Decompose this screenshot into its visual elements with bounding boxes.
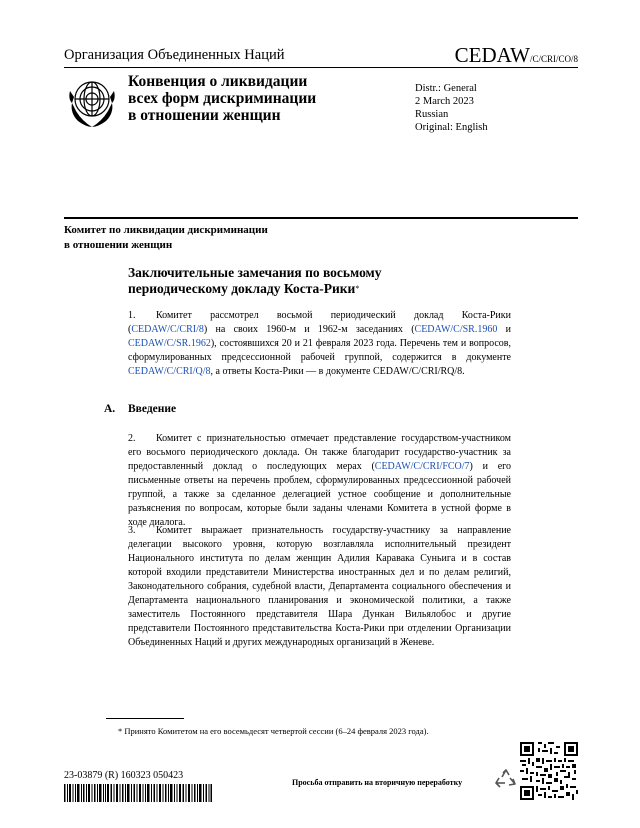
link-cedaw-c-cri-q-8[interactable]: CEDAW/C/CRI/Q/8 (128, 366, 211, 377)
section-letter: A. (104, 403, 116, 415)
document-symbol (455, 43, 578, 68)
report-title-line: Заключительные замечания по восьмому (128, 265, 382, 280)
convention-title (128, 73, 316, 124)
committee-name (64, 223, 268, 253)
link-cedaw-c-cri-8[interactable]: CEDAW/C/CRI/8 (131, 324, 204, 335)
recycle-text: Просьба отправить на вторичную переработку (292, 778, 463, 787)
header-rule (64, 67, 578, 68)
paragraph-text: Комитет рассмотрел восьмой периодический доклад Коста-Рики ( (128, 310, 511, 335)
distribution-block (415, 82, 488, 134)
original-language-line: Original: English (415, 122, 488, 133)
convention-title-line: в отношении женщин (128, 107, 281, 124)
symbol-suffix: /C/CRI/CO/8 (529, 54, 578, 64)
section-heading (104, 403, 176, 415)
paragraph-number: 1. (128, 310, 136, 321)
paragraph-text: Комитет с признательностью отмечает представление государством-участником его восьмого периодического доклада. Он также благодарит государство-участник за предоставленный доклад о последующих мерах ( (128, 433, 511, 472)
section-rule (64, 217, 578, 219)
paragraph-text: , а ответы Коста-Рики — в документе CEDAW/C/CRI/RQ/8. (210, 366, 465, 377)
footnote-marker: * (355, 284, 360, 293)
paragraph-2 (128, 432, 511, 530)
convention-title-line: всех форм дискриминации (128, 90, 317, 107)
paragraph-number: 3. (128, 525, 136, 536)
un-emblem-icon (64, 73, 120, 129)
paragraph-text: Комитет выражает признательность государству-участнику за направление делегации высокого уровня, которую возглавляла исполнительный президент Национального института по делам женщин Адилия Каравака Суньига и в состав которой входили представители Министерства иностранных дел и по делам религий, Законодательного собрания, судебной власти, Департамента социального обеспечения и Департамента национального планирования и экономической политики, а также заместитель Постоянного представителя Шара Дункан Вильялобос и другие представители Постоянного представительства Коста-Рики при отделении Организации Объединенных Наций и других международных организаций в Женеве. (128, 525, 511, 648)
committee-line: Комитет по ликвидации дискриминации (64, 224, 268, 236)
symbol-main: CEDAW (454, 43, 530, 67)
report-title (128, 265, 438, 297)
link-cedaw-c-sr-1962[interactable]: CEDAW/C/SR.1962 (128, 338, 211, 349)
paragraph-text: ), состоявшихся 20 и 21 февраля 2023 года. Перечень тем и вопросов, сформулированных предсессионной рабочей группой, содержится в документе (128, 338, 511, 363)
qr-code-icon (520, 742, 578, 800)
date-line: 2 March 2023 (415, 96, 474, 107)
report-title-line (128, 281, 438, 297)
organization-name: Организация Объединенных Наций (64, 47, 285, 63)
convention-title-line: Конвенция о ликвидации (128, 73, 308, 90)
section-title: Введение (128, 403, 177, 415)
footnote: * Принято Комитетом на его восемьдесят четвертой сессии (6–24 февраля 2023 года). (118, 726, 429, 736)
paragraph-text: и (497, 324, 511, 335)
footnote-rule (106, 718, 184, 719)
paragraph-1 (128, 309, 511, 379)
paragraph-number: 2. (128, 433, 136, 444)
distribution-line: Distr.: General (415, 83, 477, 94)
link-cedaw-c-sr-1960[interactable]: CEDAW/C/SR.1960 (414, 324, 498, 335)
paragraph-3 (128, 524, 511, 650)
language-line: Russian (415, 109, 449, 120)
barcode-icon (64, 784, 212, 802)
link-cedaw-c-cri-fco-7[interactable]: CEDAW/C/CRI/FCO/7 (374, 461, 470, 472)
committee-line: в отношении женщин (64, 239, 173, 251)
document-number: 23-03879 (R) 160323 050423 (64, 770, 184, 781)
recycle-icon (494, 768, 518, 792)
paragraph-text: ) и его письменные ответы на перечень проблем, сформулированных предсессионной рабочей группой, а также за сделанное делегацией устное сообщение и дополнительные разъяснения по вопросам, которые были заданы членами Комитета в устной форме в ходе диалога. (128, 461, 511, 528)
paragraph-text: ) на своих 1960-м и 1962-м заседаниях ( (203, 324, 415, 335)
report-title-line2: периодическому докладу Коста-Рики (128, 281, 356, 296)
